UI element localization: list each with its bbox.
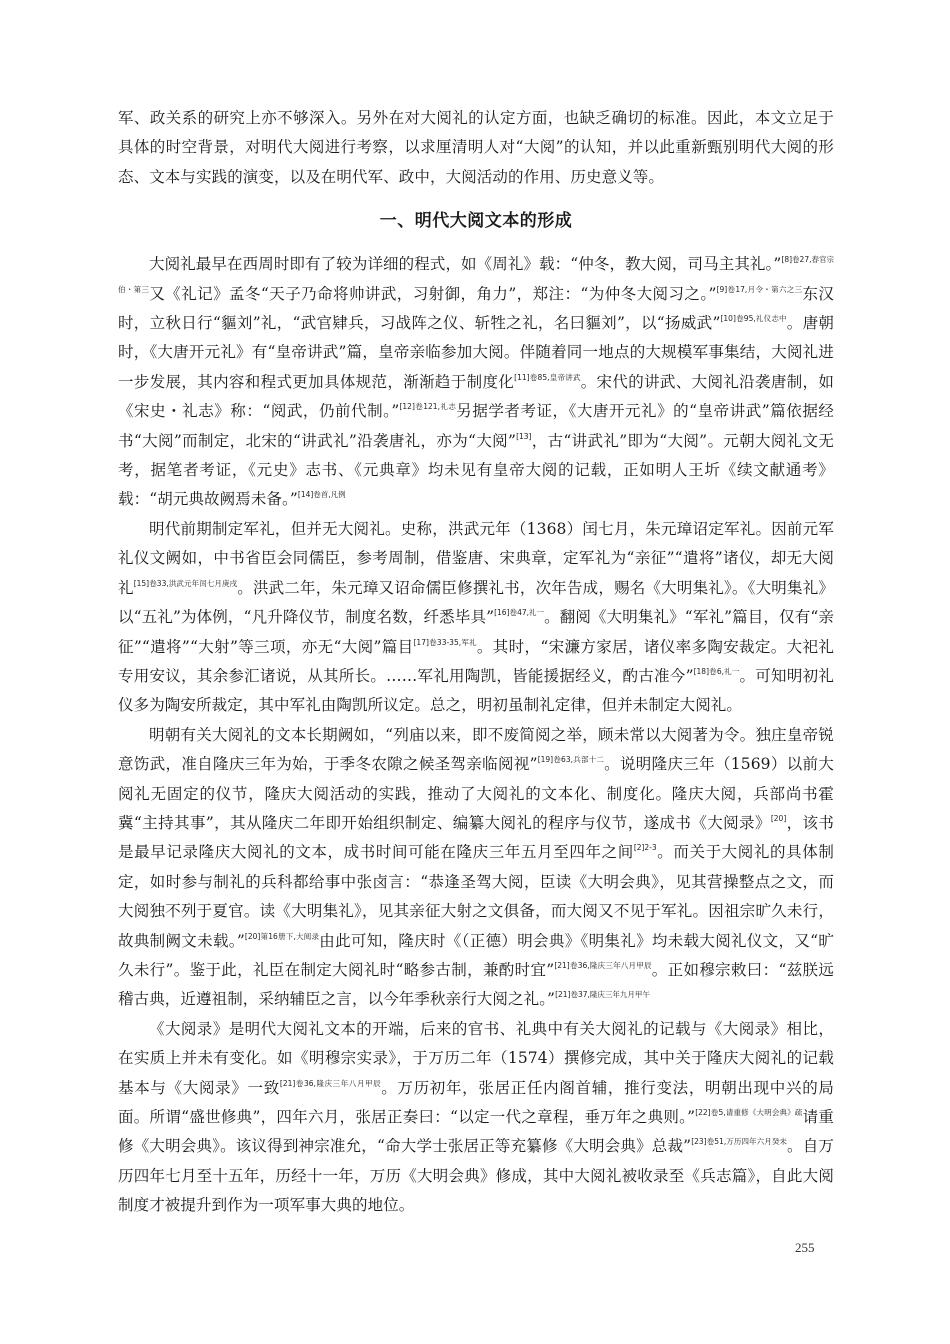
text-segment: 。万历初年，张居正任内阁首辅，推行变法，明朝出现中兴的局面。所谓“盛世修典”，四年六月，张居正奏曰：“以定一代之章程，垂万年之典则。” [118, 1078, 834, 1126]
text-segment: 。自万历四年七月至十五年，历经十一年，万历《大明会典》修成，其中大阅礼被收录至《兵志篇》，自此大阅制度才被提升到作为一项军事大典的地位。 [118, 1137, 834, 1215]
text-segment: 明代前期制定军礼，但并无大阅礼。史称，洪武元年（1368）闰七月，朱元璋诏定军礼。因前元军礼仪文阙如，中书省臣会同儒臣，参考周制，借鉴唐、宋典章，定军礼为“亲征”“遣将”诸仪，却无大阅礼 [118, 519, 834, 597]
citation-note: [13] [516, 431, 532, 441]
citation-note: [22]卷5,请重修《大明会典》疏 [695, 1108, 803, 1117]
citation-note: [20]第16册下,大阅录 [244, 931, 320, 941]
citation-note: [9]卷17,月令・第六之三 [716, 284, 803, 294]
citation-note: [20] [770, 813, 787, 823]
text-segment: ，古“讲武礼”即为“大阅”。元朝大阅礼文无考，据笔者考证，《元史》志书、《元典章》均未见有皇帝大阅的记载，正如明人王圻《续文献通考》载：“胡元典故阙焉未备。” [118, 431, 834, 509]
text-segment: 大阅礼最早在西周时即有了较为详细的程式，如《周礼》载：“仲冬，教大阅，司马主其礼。” [149, 255, 782, 274]
article-body [118, 104, 834, 1221]
text-segment: ，该书是最早记录隆庆大阅礼的文本，成书时间可能在隆庆三年五月至四年之间 [118, 813, 834, 862]
text-segment: 。可知明初礼仪多为陶安所裁定，其中军礼由陶凯所议定。总之，明初虽制礼定律，但并未制定大阅礼。 [118, 666, 834, 715]
citation-note: [16]卷47,礼一 [494, 608, 545, 618]
text-segment: 。宋代的讲武、大阅礼沿袭唐制，如《宋史・礼志》称：“阅武，仍前代制。” [118, 372, 834, 421]
citation-note: [21]卷36,隆庆三年八月甲辰 [554, 960, 652, 970]
text-segment: 另据学者考证，《大唐开元礼》的“皇帝讲武”篇依据经书“大阅”而制定，北宋的“讲武礼”沿袭唐礼，亦为“大阅” [118, 402, 834, 450]
intro-paragraph [118, 104, 834, 192]
citation-note: [18]卷6,礼一 [693, 666, 740, 676]
body-paragraph-1 [118, 250, 834, 515]
citation-note: [12]卷121,礼志 [399, 402, 457, 412]
citation-note: [21]卷37,隆庆三年九月甲午 [555, 990, 650, 1000]
citation-note: [23]卷51,万历四年六月癸未 [691, 1137, 788, 1147]
text-segment: 东汉时，立秋日行“貙刘”礼，“武官肄兵，习战阵之仪、斩牲之礼，名曰貙刘”，以“扬威武” [118, 284, 835, 333]
text-segment: 《大阅录》是明代大阅礼文本的开端，后来的官书、礼典中有关大阅礼的记载与《大阅录》相比，在实质上并未有变化。如《明穆宗实录》，于万历二年（1574）撰修完成，其中关于隆庆大阅礼的记载基本与《大阅录》一致 [118, 1019, 834, 1097]
text-segment: 由此可知，隆庆时《（正德）明会典》《明集礼》均未载大阅礼仪文，又“旷久未行”。鉴于此，礼臣在制定大阅礼时“略参古制，兼酌时宜” [118, 931, 835, 979]
text-segment: 。正如穆宗敕曰：“兹朕远稽古典，近遵祖制，采纳辅臣之言，以今年季秋亲行大阅之礼。” [118, 960, 834, 1009]
body-paragraph-3 [118, 721, 834, 1015]
body-paragraph-2 [118, 515, 834, 721]
text-segment: 。说明隆庆三年（1569）以前大阅礼无固定的仪节，隆庆大阅活动的实践，推动了大阅礼的文本化、制度化。隆庆大阅，兵部尚书霍冀“主持其事”，其从隆庆二年即开始组织制定、编纂大阅礼的程序与仪节，遂成书《大阅录》 [118, 755, 834, 832]
page-number: 255 [795, 1240, 815, 1255]
text-segment: 。而关于大阅礼的具体制定，如时参与制礼的兵科都给事中张卤言：“恭逢圣驾大阅，臣读《大明会典》，见其营操整点之文，而大阅独不列于夏官。读《大明集礼》，见其亲征大射之文俱备，而大阅又不见于军礼。因祖宗旷久未行，故典制阙文未载。” [118, 843, 834, 950]
body-paragraph-4 [118, 1015, 834, 1221]
citation-note: [14]卷首,凡例 [297, 490, 346, 500]
text-segment: 明朝有关大阅礼的文本长期阙如，“列庙以来，即不废简阅之举，顾未常以大阅著为令。独庄皇帝锐意饬武，准自隆庆三年为始，于季冬农隙之候圣驾亲临阅视” [118, 725, 834, 774]
text-segment: 。其时，“宋濂方家居，诸仪率多陶安裁定。大祀礼专用安议，其余参汇诸说，从其所长。……军礼用陶凯，皆能援据经义，酌古准今” [118, 637, 834, 685]
citation-note: [15]卷33,洪武元年闰七月庚戌 [133, 578, 238, 588]
text-segment: 又《礼记》孟冬“天子乃命将帅讲武，习射御，角力”，郑注：“为仲冬大阅习之。” [149, 284, 717, 303]
section-heading: 一、明代大阅文本的形成 [379, 211, 573, 232]
text-segment: 。洪武二年，朱元璋又诏命儒臣修撰礼书，次年告成，赐名《大明集礼》。《大明集礼》以“五礼”为体例，“凡升降仪节，制度名数，纤悉毕具” [118, 578, 834, 627]
citation-note: [8]卷27,春官宗伯・第三 [118, 255, 834, 294]
citation-note: [10]卷95,礼仪志中 [720, 314, 787, 324]
citation-note: [17]卷33-35,军礼 [413, 637, 477, 647]
citation-note: [11]卷85,皇帝讲武 [514, 372, 581, 382]
citation-note: [2]2-3 [633, 843, 657, 853]
citation-note: [21]卷36,隆庆三年八月甲辰 [279, 1078, 382, 1088]
text-segment: 。唐朝时，《大唐开元礼》有“皇帝讲武”篇，皇帝亲临参加大阅。伴随着同一地点的大规模军事集结，大阅礼进一步发展，其内容和程式更加具体规范，渐渐趋于制度化 [118, 314, 834, 391]
text-segment: 。翻阅《大明集礼》“军礼”篇目，仅有“亲征”“遣将”“大射”等三项，亦无“大阅”篇目 [118, 608, 834, 656]
text-segment: 请重修《大明会典》。该议得到神宗准允，“命大学士张居正等充纂修《大明会典》总裁” [118, 1108, 834, 1156]
citation-note: [19]卷63,兵部十二 [537, 755, 605, 765]
text-segment: 军、政关系的研究上亦不够深入。另外在对大阅礼的认定方面，也缺乏确切的标准。因此，本文立足于具体的时空背景，对明代大阅进行考察，以求厘清明人对“大阅”的认知，并以此重新甄别明代大阅的形态、文本与实践的演变，以及在明代军、政中，大阅活动的作用、历史意义等。 [118, 109, 834, 186]
